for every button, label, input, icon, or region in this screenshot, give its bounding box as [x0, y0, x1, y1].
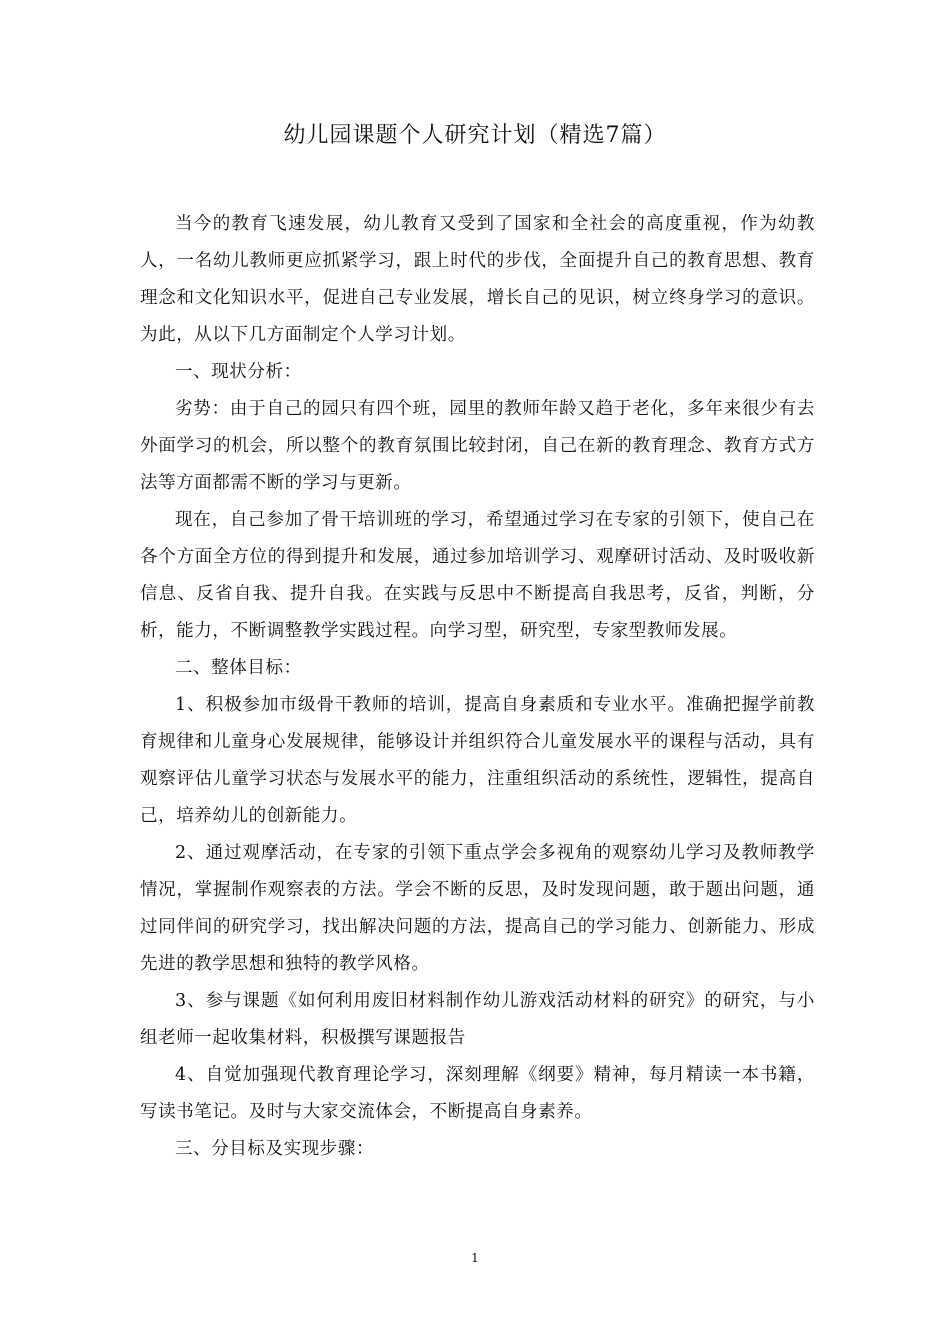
document-body [140, 206, 815, 1168]
goal-item-3: 3、参与课题《如何利用废旧材料制作幼儿游戏活动材料的研究》的研究，与小组老师一起收集材料，积极撰写课题报告 [140, 991, 815, 1048]
section-heading-goals: 二、整体目标： [175, 658, 302, 678]
document-title: 幼儿园课题个人研究计划（精选7篇） [283, 123, 667, 148]
paragraph-intro: 当今的教育飞速发展，幼儿教育又受到了国家和全社会的高度重视，作为幼教人，一名幼儿教师更应抓紧学习，跟上时代的步伐，全面提升自己的教育思想、教育理念和文化知识水平，促进自己专业发展，增长自己的见识，树立终身学习的意识。为此，从以下几方面制定个人学习计划。 [140, 214, 815, 345]
goal-item-2: 2、通过观摩活动，在专家的引领下重点学会多视角的观察幼儿学习及教师教学情况，掌握制作观察表的方法。学会不断的反思，及时发现问题，敢于题出问题，通过同伴间的研究学习，找出解决问题的方法，提高自己的学习能力、创新能力、形成先进的教学思想和独特的教学风格。 [140, 843, 815, 974]
goal-item-4: 4、自觉加强现代教育理论学习，深刻理解《纲要》精神，每月精读一本书籍，写读书笔记。及时与大家交流体会，不断提高自身素养。 [140, 1065, 815, 1122]
section-heading-status: 一、现状分析： [175, 362, 302, 382]
goal-item-1: 1、积极参加市级骨干教师的培训，提高自身素质和专业水平。准确把握学前教育规律和儿童身心发展规律，能够设计并组织符合儿童发展水平的课程与活动，具有观察评估儿童学习状态与发展水平的能力，注重组织活动的系统性，逻辑性，提高自己，培养幼儿的创新能力。 [140, 695, 815, 826]
paragraph-disadvantage: 劣势：由于自己的园只有四个班，园里的教师年龄又趋于老化，多年来很少有去外面学习的机会，所以整个的教育氛围比较封闭，自己在新的教育理念、教育方式方法等方面都需不断的学习与更新。 [140, 399, 815, 493]
page-number: 1 [471, 1251, 479, 1265]
section-heading-steps: 三、分目标及实现步骤： [175, 1139, 375, 1159]
paragraph-current: 现在，自己参加了骨干培训班的学习，希望通过学习在专家的引领下，使自己在各个方面全方位的得到提升和发展，通过参加培训学习、观摩研讨活动、及时吸收新信息、反省自我、提升自我。在实践与反思中不断提高自我思考，反省，判断，分析，能力，不断调整教学实践过程。向学习型，研究型，专家型教师发展。 [140, 510, 815, 641]
